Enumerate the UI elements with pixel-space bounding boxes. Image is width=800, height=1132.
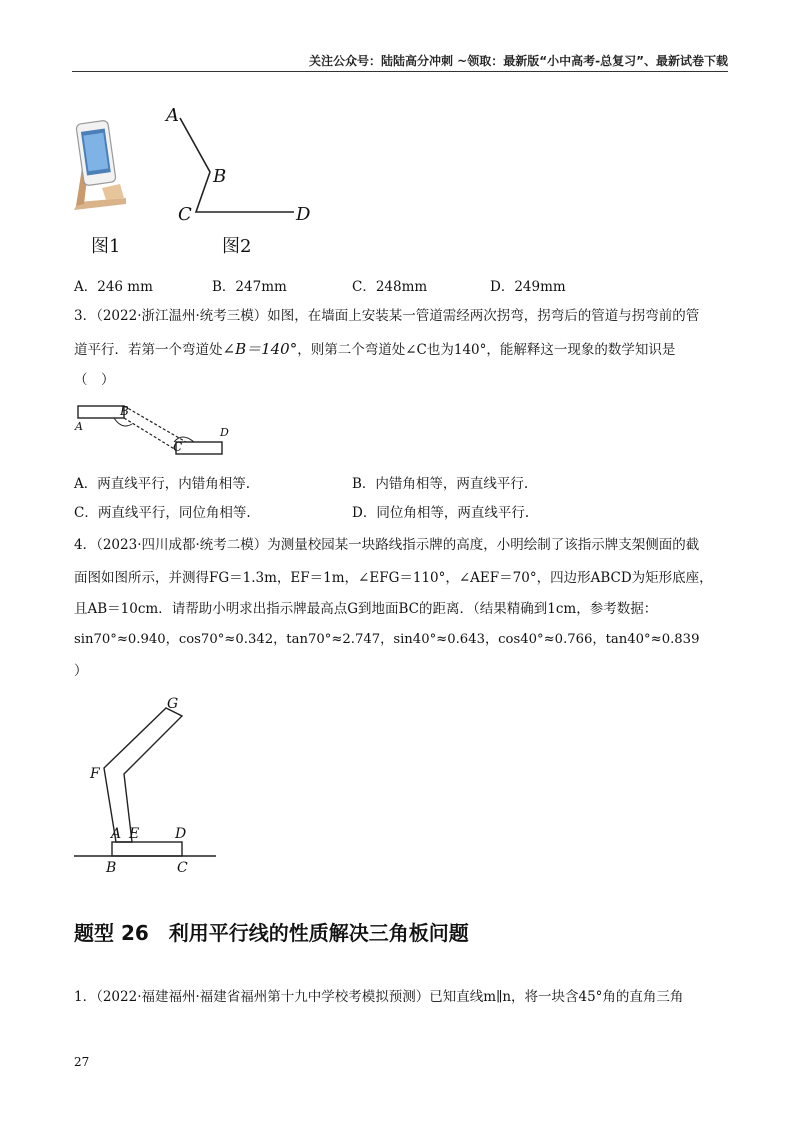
- q3-angle-b: ∠B＝140°: [222, 340, 298, 358]
- stand-label-g: G: [167, 696, 179, 712]
- q3-line3: （ ）: [74, 372, 115, 388]
- q2-option-b: B．247mm: [212, 279, 287, 295]
- q3-line2-text-b: ，则第二个弯道处∠C也为140°，能解释这一现象的数学知识是: [297, 342, 676, 358]
- figure2-caption: 图2: [222, 236, 252, 257]
- stand-label-a: A: [111, 826, 122, 842]
- q2-option-a: A．246 mm: [74, 279, 153, 295]
- stand-label-c: C: [177, 860, 188, 876]
- page-header: 关注公众号：陆陆高分冲刺 ~领取：最新版“小中高考-总复习”、最新试卷下载: [309, 54, 728, 68]
- q3-line2-text-a: 道平行．若第一个弯道处: [74, 342, 223, 358]
- q2-option-c: C．248mm: [352, 279, 428, 295]
- q4-line1: 4．（2023·四川成都·统考二模）为测量校园某一块路线指示牌的高度，小明绘制了该指示牌支架侧面的截: [74, 537, 700, 553]
- figure1-caption: 图1: [91, 236, 121, 257]
- phone-stand-figure: [72, 118, 128, 218]
- pipe-label-c: C: [173, 440, 183, 454]
- phone-stand-image: [72, 118, 128, 218]
- pipe-label-b: B: [120, 404, 129, 418]
- fig2-label-b: B: [213, 166, 227, 187]
- section-q1-line1: 1．（2022·福建福州·福建省福州第十九中学校考模拟预测）已知直线m∥n，将一块含45°角的直角三角: [74, 989, 684, 1005]
- q2-option-d: D．249mm: [490, 279, 566, 295]
- page-number: 27: [74, 1055, 90, 1069]
- pipe-figure: [74, 400, 244, 462]
- q3-line2: [74, 339, 675, 360]
- stand-label-f: F: [90, 766, 100, 782]
- pipe-label-a: A: [75, 420, 83, 433]
- q4-line5: ）: [74, 663, 88, 679]
- pipe-label-d: D: [220, 426, 229, 439]
- q3-option-b: B．内错角相等，两直线平行.: [352, 476, 529, 492]
- q3-option-d: D．同位角相等，两直线平行.: [352, 505, 530, 521]
- q4-line4: sin70°≈0.940，cos70°≈0.342，tan70°≈2.747，sin40°≈0.643，cos40°≈0.766，tan40°≈0.839: [74, 632, 700, 647]
- stand-label-d: D: [175, 826, 187, 842]
- stand-label-b: B: [106, 860, 117, 876]
- q4-line3: 且AB＝10cm．请帮助小明求出指示牌最高点G到地面BC的距离．（结果精确到1cm，参考数据：: [74, 601, 658, 617]
- q3-option-c: C．两直线平行，同位角相等.: [74, 505, 251, 521]
- stand-label-e: E: [129, 826, 140, 842]
- fig2-label-a: A: [166, 105, 179, 126]
- section-title: 题型 26 利用平行线的性质解决三角板问题: [74, 921, 469, 945]
- q4-line2: 面图如图所示，并测得FG＝1.3m，EF＝1m，∠EFG＝110°，∠AEF＝70°，四边形ABCD为矩形底座，: [74, 570, 713, 586]
- pipe-svg: [74, 400, 244, 462]
- q3-option-a: A．两直线平行，内错角相等.: [74, 476, 251, 492]
- fig2-label-d: D: [296, 204, 311, 225]
- q3-line1: 3．（2022·浙江温州·统考三模）如图，在墙面上安装某一管道需经两次拐弯，拐弯后的管道与拐弯前的管: [74, 308, 700, 324]
- fig2-label-c: C: [178, 204, 192, 225]
- header-rule: [72, 71, 728, 72]
